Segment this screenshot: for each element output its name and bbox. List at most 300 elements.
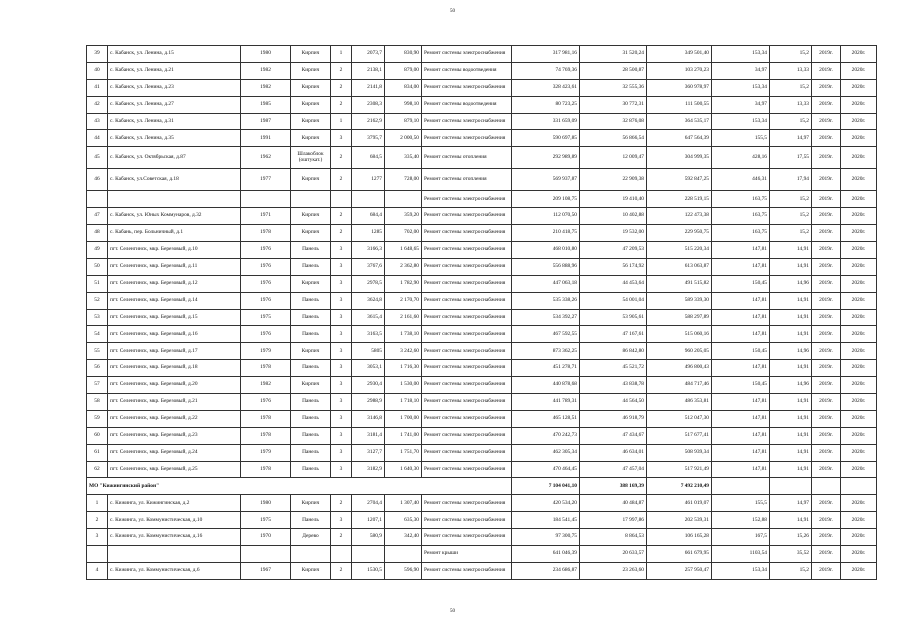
- end-year-cell: 2020г.: [841, 62, 877, 79]
- start-year-cell: 2019г.: [812, 79, 841, 96]
- table-row: [87, 377, 877, 394]
- total-cost-cell: 228 519,15: [647, 191, 712, 208]
- total-cost-cell: 229 950,75: [647, 225, 712, 242]
- extra-cost-cell: 86 842,80: [580, 343, 647, 360]
- address-cell: пгт. Селенгинск, мкр. Березовый, д.21: [108, 394, 241, 411]
- row-number-cell: 55: [87, 343, 108, 360]
- unit-cost-cell: 167,5: [712, 529, 770, 546]
- wall-material-cell: Панель: [291, 309, 331, 326]
- unit-cost-cell: 1103,54: [712, 546, 770, 563]
- page-number-top: 50: [450, 9, 455, 14]
- floors-cell: 3: [331, 360, 352, 377]
- address-cell: с. Кабанск, ул. Ленина, д.35: [108, 130, 241, 147]
- floors-cell: 3: [331, 410, 352, 427]
- cost-cell: 447 063,18: [512, 275, 580, 292]
- table-row: [87, 309, 877, 326]
- limit-cost-cell: 17,94: [770, 169, 812, 191]
- address-cell: с. Кижинга, ул. Кижингинская, д.2: [108, 495, 241, 512]
- wall-material-cell: Кирпич: [291, 562, 331, 579]
- extra-cost-cell: 44 564,50: [580, 394, 647, 411]
- year-cell: 1978: [241, 360, 291, 377]
- start-year-cell: 2019г.: [812, 225, 841, 242]
- cost-cell: 234 686,87: [512, 562, 580, 579]
- row-number-cell: 2: [87, 512, 108, 529]
- limit-cost-cell: 15,2: [770, 79, 812, 96]
- cost-cell: 80 723,25: [512, 96, 580, 113]
- wall-material-cell: Кирпич: [291, 96, 331, 113]
- unit-cost-cell: 147,81: [712, 292, 770, 309]
- total-cost-cell: 461 019,07: [647, 495, 712, 512]
- total-cost-cell: 496 800,43: [647, 360, 712, 377]
- address-cell: с. Кабань, пер. Больничный, д.1: [108, 225, 241, 242]
- end-year-cell: 2020г.: [841, 191, 877, 208]
- total-cost-cell: 512 047,30: [647, 410, 712, 427]
- start-year-cell: 2019г.: [812, 427, 841, 444]
- table-row: [87, 529, 877, 546]
- limit-cost-cell: 13,33: [770, 62, 812, 79]
- year-cell: [241, 546, 291, 563]
- total-area-cell: 3615,4: [352, 309, 385, 326]
- living-area-cell: [385, 546, 422, 563]
- total-cost-cell: 257 950,47: [647, 562, 712, 579]
- cost-cell: 292 989,89: [512, 147, 580, 169]
- cost-cell: 462 305,34: [512, 444, 580, 461]
- table-row: [87, 147, 877, 169]
- address-cell: пгт. Селенгинск, мкр. Березовый, д.11: [108, 258, 241, 275]
- end-year-cell: 2020г.: [841, 46, 877, 63]
- cost-cell: 470 242,73: [512, 427, 580, 444]
- total-area-cell: 3127,7: [352, 444, 385, 461]
- wall-material-cell: Кирпич: [291, 79, 331, 96]
- cost-cell: 112 070,50: [512, 208, 580, 225]
- year-cell: 1976: [241, 242, 291, 259]
- row-number-cell: 39: [87, 46, 108, 63]
- limit-cost-cell: 13,33: [770, 96, 812, 113]
- wall-material-cell: Кирпич: [291, 495, 331, 512]
- end-year-cell: 2020г.: [841, 208, 877, 225]
- end-year-cell: 2020г.: [841, 495, 877, 512]
- living-area-cell: 879,10: [385, 113, 422, 130]
- start-year-cell: 2019г.: [812, 326, 841, 343]
- address-cell: пгт. Селенгинск, мкр. Березовый, д.17: [108, 343, 241, 360]
- cost-cell: 74 769,36: [512, 62, 580, 79]
- living-area-cell: 1 738,10: [385, 326, 422, 343]
- floors-cell: 3: [331, 444, 352, 461]
- year-cell: 1975: [241, 512, 291, 529]
- end-year-cell: 2020г.: [841, 258, 877, 275]
- unit-cost-cell: 147,81: [712, 326, 770, 343]
- wall-material-cell: Панель: [291, 360, 331, 377]
- living-area-cell: 728,00: [385, 169, 422, 191]
- start-year-cell: 2019г.: [812, 46, 841, 63]
- extra-cost-cell: 47 434,67: [580, 427, 647, 444]
- end-year-cell: 2020г.: [841, 79, 877, 96]
- limit-cost-cell: 14,91: [770, 512, 812, 529]
- living-area-cell: 702,00: [385, 225, 422, 242]
- floors-cell: 3: [331, 292, 352, 309]
- living-area-cell: 1 530,00: [385, 377, 422, 394]
- total-cost-cell: 613 063,87: [647, 258, 712, 275]
- living-area-cell: 596,90: [385, 562, 422, 579]
- end-year-cell: 2020г.: [841, 292, 877, 309]
- total-cost-cell: 661 679,95: [647, 546, 712, 563]
- row-number-cell: 46: [87, 169, 108, 191]
- wall-material-cell: Кирпич: [291, 377, 331, 394]
- row-number-cell: 57: [87, 377, 108, 394]
- address-cell: пгт. Селенгинск, мкр. Березовый, д.15: [108, 309, 241, 326]
- living-area-cell: 2 161,60: [385, 309, 422, 326]
- unit-cost-cell: 147,81: [712, 360, 770, 377]
- unit-cost-cell: 163,75: [712, 191, 770, 208]
- section-title-cell: МО "Кижингинский район": [87, 478, 512, 495]
- unit-cost-cell: 147,81: [712, 461, 770, 478]
- cost-cell: 440 878,68: [512, 377, 580, 394]
- limit-cost-cell: 14,96: [770, 343, 812, 360]
- cost-cell: 451 278,71: [512, 360, 580, 377]
- cost-cell: 556 888,96: [512, 258, 580, 275]
- cost-cell: 590 697,85: [512, 130, 580, 147]
- row-number-cell: 43: [87, 113, 108, 130]
- unit-cost-cell: 147,81: [712, 444, 770, 461]
- table-row: [87, 62, 877, 79]
- extra-cost-cell: 32 876,08: [580, 113, 647, 130]
- cost-cell: 535 338,26: [512, 292, 580, 309]
- extra-cost-cell: 19 410,40: [580, 191, 647, 208]
- unit-cost-cell: 34,97: [712, 96, 770, 113]
- address-cell: пгт. Селенгинск, мкр. Березовый, д.18: [108, 360, 241, 377]
- limit-cost-cell: 14,91: [770, 258, 812, 275]
- limit-cost-cell: 17,55: [770, 147, 812, 169]
- end-year-cell: 2020г.: [841, 113, 877, 130]
- total-area-cell: 2073,7: [352, 46, 385, 63]
- total-area-cell: 3146,8: [352, 410, 385, 427]
- wall-material-cell: Панель: [291, 258, 331, 275]
- end-year-cell: 2020г.: [841, 512, 877, 529]
- row-number-cell: 59: [87, 410, 108, 427]
- wall-material-cell: Кирпич: [291, 46, 331, 63]
- limit-cost-cell: 15,2: [770, 113, 812, 130]
- floors-cell: 2: [331, 62, 352, 79]
- unit-cost-cell: 428,16: [712, 147, 770, 169]
- extra-cost-cell: 56 174,92: [580, 258, 647, 275]
- total-area-cell: 3182,9: [352, 461, 385, 478]
- year-cell: 1976: [241, 394, 291, 411]
- wall-material-cell: Панель: [291, 242, 331, 259]
- wall-material-cell: Панель: [291, 292, 331, 309]
- total-cost-cell: 517 677,41: [647, 427, 712, 444]
- living-area-cell: 834,00: [385, 79, 422, 96]
- year-cell: 1980: [241, 46, 291, 63]
- end-year-cell: 2020г.: [841, 275, 877, 292]
- year-cell: 1976: [241, 258, 291, 275]
- total-area-cell: 1277: [352, 169, 385, 191]
- work-type-cell: Ремонт системы электроснабжения: [422, 242, 512, 259]
- limit-cost-cell: 14,91: [770, 326, 812, 343]
- limit-cost-cell: 14,91: [770, 360, 812, 377]
- living-area-cell: 1 716,30: [385, 360, 422, 377]
- unit-cost-cell: 153,34: [712, 46, 770, 63]
- floors-cell: 3: [331, 343, 352, 360]
- unit-cost-cell: 147,81: [712, 309, 770, 326]
- year-cell: 1987: [241, 113, 291, 130]
- limit-cost-cell: 15,2: [770, 208, 812, 225]
- row-number-cell: 56: [87, 360, 108, 377]
- start-year-cell: 2019г.: [812, 529, 841, 546]
- floors-cell: 1: [331, 46, 352, 63]
- work-type-cell: Ремонт системы электроснабжения: [422, 130, 512, 147]
- living-area-cell: 1 640,30: [385, 461, 422, 478]
- total-cost-cell: 508 939,34: [647, 444, 712, 461]
- wall-material-cell: Панель: [291, 512, 331, 529]
- unit-cost-cell: 153,34: [712, 562, 770, 579]
- end-year-cell: 2020г.: [841, 360, 877, 377]
- cost-cell: 420 534,20: [512, 495, 580, 512]
- wall-material-cell: Кирпич: [291, 343, 331, 360]
- total-area-cell: 3166,3: [352, 242, 385, 259]
- unit-cost-cell: 446,31: [712, 169, 770, 191]
- wall-material-cell: Кирпич: [291, 208, 331, 225]
- total-cost-cell: 517 921,49: [647, 461, 712, 478]
- unit-cost-cell: 150,45: [712, 275, 770, 292]
- wall-material-cell: [291, 546, 331, 563]
- start-year-cell: 2019г.: [812, 113, 841, 130]
- unit-cost-cell: 152,88: [712, 512, 770, 529]
- cost-cell: 210 418,75: [512, 225, 580, 242]
- total-area-cell: 684,5: [352, 147, 385, 169]
- year-cell: 1979: [241, 343, 291, 360]
- year-cell: 1976: [241, 326, 291, 343]
- total-cost-cell: 588 297,89: [647, 309, 712, 326]
- unit-cost-cell: 147,81: [712, 258, 770, 275]
- total-area-cell: 2162,9: [352, 113, 385, 130]
- start-year-cell: 2019г.: [812, 360, 841, 377]
- row-number-cell: 50: [87, 258, 108, 275]
- work-type-cell: Ремонт крыши: [422, 546, 512, 563]
- year-cell: 1978: [241, 410, 291, 427]
- cost-cell: 328 423,61: [512, 79, 580, 96]
- empty-cell: [812, 478, 841, 495]
- table-row: [87, 427, 877, 444]
- row-number-cell: 40: [87, 62, 108, 79]
- wall-material-cell: Кирпич: [291, 275, 331, 292]
- year-cell: [241, 191, 291, 208]
- floors-cell: 3: [331, 130, 352, 147]
- year-cell: 1982: [241, 62, 291, 79]
- wall-material-cell: Панель: [291, 410, 331, 427]
- row-number-cell: [87, 191, 108, 208]
- row-number-cell: 41: [87, 79, 108, 96]
- row-number-cell: 45: [87, 147, 108, 169]
- unit-cost-cell: 147,81: [712, 410, 770, 427]
- end-year-cell: 2020г.: [841, 343, 877, 360]
- living-area-cell: 879,00: [385, 62, 422, 79]
- cost-cell: 465 128,51: [512, 410, 580, 427]
- year-cell: 1982: [241, 377, 291, 394]
- living-area-cell: 3 242,60: [385, 343, 422, 360]
- wall-material-cell: Шлакоблок (оштукат.): [291, 147, 331, 169]
- table-body: [87, 46, 877, 580]
- limit-cost-cell: 14,96: [770, 377, 812, 394]
- end-year-cell: 2020г.: [841, 546, 877, 563]
- total-cost-cell: 364 535,17: [647, 113, 712, 130]
- end-year-cell: 2020г.: [841, 225, 877, 242]
- table-row: [87, 410, 877, 427]
- limit-cost-cell: 15,2: [770, 191, 812, 208]
- address-cell: [108, 546, 241, 563]
- limit-cost-cell: 14,91: [770, 242, 812, 259]
- row-number-cell: 48: [87, 225, 108, 242]
- extra-cost-cell: 388 169,39: [580, 478, 647, 495]
- table-row: [87, 546, 877, 563]
- table-row: [87, 113, 877, 130]
- start-year-cell: 2019г.: [812, 495, 841, 512]
- total-cost-cell: 484 717,46: [647, 377, 712, 394]
- table-row: [87, 169, 877, 191]
- table-row: [87, 191, 877, 208]
- end-year-cell: 2020г.: [841, 427, 877, 444]
- address-cell: с. Кабанск, ул. Ленина, д.23: [108, 79, 241, 96]
- cost-cell: 97 300,75: [512, 529, 580, 546]
- total-cost-cell: 589 339,30: [647, 292, 712, 309]
- total-area-cell: 2141,8: [352, 79, 385, 96]
- extra-cost-cell: 23 263,60: [580, 562, 647, 579]
- living-area-cell: 1 741,00: [385, 427, 422, 444]
- address-cell: с. Кижинга, ул. Коммунистическая, д.16: [108, 529, 241, 546]
- work-type-cell: Ремонт системы электроснабжения: [422, 258, 512, 275]
- floors-cell: [331, 191, 352, 208]
- year-cell: 1967: [241, 562, 291, 579]
- limit-cost-cell: 14,91: [770, 461, 812, 478]
- total-cost-cell: 592 847,25: [647, 169, 712, 191]
- work-type-cell: Ремонт системы водоотведения: [422, 62, 512, 79]
- start-year-cell: 2019г.: [812, 562, 841, 579]
- start-year-cell: 2019г.: [812, 242, 841, 259]
- total-area-cell: 2308,3: [352, 96, 385, 113]
- work-type-cell: Ремонт системы электроснабжения: [422, 562, 512, 579]
- wall-material-cell: Кирпич: [291, 62, 331, 79]
- address-cell: пгт. Селенгинск, мкр. Березовый, д.24: [108, 444, 241, 461]
- floors-cell: 3: [331, 394, 352, 411]
- row-number-cell: 54: [87, 326, 108, 343]
- work-type-cell: Ремонт системы электроснабжения: [422, 343, 512, 360]
- start-year-cell: 2019г.: [812, 191, 841, 208]
- limit-cost-cell: 14,97: [770, 130, 812, 147]
- unit-cost-cell: 150,45: [712, 343, 770, 360]
- wall-material-cell: Кирпич: [291, 130, 331, 147]
- unit-cost-cell: 155,5: [712, 495, 770, 512]
- start-year-cell: 2019г.: [812, 169, 841, 191]
- table-row: [87, 130, 877, 147]
- total-cost-cell: 491 515,82: [647, 275, 712, 292]
- address-cell: с. Кабанск, ул. Ленина, д.15: [108, 46, 241, 63]
- end-year-cell: 2020г.: [841, 529, 877, 546]
- cost-cell: 209 108,75: [512, 191, 580, 208]
- extra-cost-cell: 56 866,54: [580, 130, 647, 147]
- floors-cell: [331, 546, 352, 563]
- work-type-cell: Ремонт системы электроснабжения: [422, 79, 512, 96]
- cost-cell: 873 362,25: [512, 343, 580, 360]
- start-year-cell: 2019г.: [812, 147, 841, 169]
- work-type-cell: Ремонт системы электроснабжения: [422, 394, 512, 411]
- limit-cost-cell: 15,2: [770, 225, 812, 242]
- end-year-cell: 2020г.: [841, 130, 877, 147]
- total-area-cell: 1207,1: [352, 512, 385, 529]
- floors-cell: 3: [331, 242, 352, 259]
- living-area-cell: 998,10: [385, 96, 422, 113]
- wall-material-cell: Панель: [291, 427, 331, 444]
- year-cell: 1976: [241, 275, 291, 292]
- work-type-cell: Ремонт системы электроснабжения: [422, 326, 512, 343]
- cost-cell: 534 392,27: [512, 309, 580, 326]
- start-year-cell: 2019г.: [812, 461, 841, 478]
- floors-cell: 2: [331, 529, 352, 546]
- start-year-cell: 2019г.: [812, 292, 841, 309]
- limit-cost-cell: 14,96: [770, 275, 812, 292]
- row-number-cell: 44: [87, 130, 108, 147]
- total-cost-cell: 122 473,38: [647, 208, 712, 225]
- extra-cost-cell: 10 402,88: [580, 208, 647, 225]
- total-cost-cell: 515 220,34: [647, 242, 712, 259]
- end-year-cell: 2020г.: [841, 169, 877, 191]
- address-cell: с. Кабанск, ул. Октябрьская, д.87: [108, 147, 241, 169]
- table-row: [87, 512, 877, 529]
- end-year-cell: 2020г.: [841, 562, 877, 579]
- work-type-cell: Ремонт системы электроснабжения: [422, 113, 512, 130]
- floors-cell: 3: [331, 377, 352, 394]
- extra-cost-cell: 43 838,78: [580, 377, 647, 394]
- wall-material-cell: Панель: [291, 444, 331, 461]
- total-area-cell: 3163,5: [352, 326, 385, 343]
- unit-cost-cell: 153,34: [712, 113, 770, 130]
- work-type-cell: Ремонт системы электроснабжения: [422, 529, 512, 546]
- table-row: [87, 461, 877, 478]
- living-area-cell: 2 170,70: [385, 292, 422, 309]
- limit-cost-cell: 14,91: [770, 309, 812, 326]
- living-area-cell: 2 362,80: [385, 258, 422, 275]
- extra-cost-cell: 54 001,04: [580, 292, 647, 309]
- total-area-cell: 1285: [352, 225, 385, 242]
- row-number-cell: [87, 546, 108, 563]
- work-type-cell: Ремонт системы отопления: [422, 169, 512, 191]
- address-cell: пгт. Селенгинск, мкр. Березовый, д.20: [108, 377, 241, 394]
- year-cell: 1982: [241, 79, 291, 96]
- work-type-cell: Ремонт системы электроснабжения: [422, 444, 512, 461]
- total-area-cell: 3053,1: [352, 360, 385, 377]
- address-cell: с. Кабанск, ул. Ленина, д.27: [108, 96, 241, 113]
- limit-cost-cell: 15,2: [770, 46, 812, 63]
- wall-material-cell: Панель: [291, 461, 331, 478]
- address-cell: с. Кижинга, ул. Коммунистическая, д.6: [108, 562, 241, 579]
- living-area-cell: 1 648,65: [385, 242, 422, 259]
- address-cell: пгт. Селенгинск, мкр. Березовый, д.16: [108, 326, 241, 343]
- wall-material-cell: Кирпич: [291, 225, 331, 242]
- work-type-cell: Ремонт системы электроснабжения: [422, 512, 512, 529]
- total-cost-cell: 515 060,16: [647, 326, 712, 343]
- work-type-cell: Ремонт системы электроснабжения: [422, 191, 512, 208]
- table-row: [87, 96, 877, 113]
- table-row: [87, 444, 877, 461]
- cost-cell: 467 592,55: [512, 326, 580, 343]
- year-cell: 1978: [241, 427, 291, 444]
- total-area-cell: 3624,8: [352, 292, 385, 309]
- cost-cell: 470 464,45: [512, 461, 580, 478]
- address-cell: с. Кабанск, ул. Ленина, д.31: [108, 113, 241, 130]
- work-type-cell: Ремонт системы электроснабжения: [422, 46, 512, 63]
- end-year-cell: 2020г.: [841, 444, 877, 461]
- year-cell: 1978: [241, 225, 291, 242]
- year-cell: 1962: [241, 147, 291, 169]
- year-cell: 1985: [241, 96, 291, 113]
